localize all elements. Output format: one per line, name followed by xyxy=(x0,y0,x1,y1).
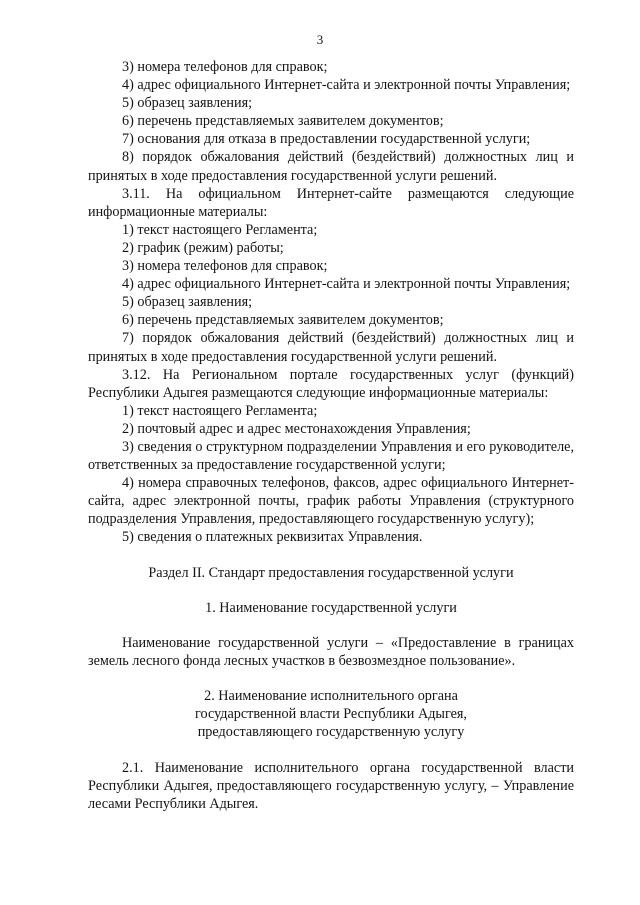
list-item: 4) адрес официального Интернет-сайта и электронной почты Управления; xyxy=(122,276,571,293)
paragraph-3-11: 3.11. На официальном Интернет-сайте размещаются следующие информационные материалы: xyxy=(88,185,574,220)
list-item: 5) образец заявления; xyxy=(122,95,253,112)
list-item: 3) сведения о структурном подразделении Управления и его руководителе, ответственных за предоставление государственной услуги; xyxy=(88,438,574,474)
list-item: 5) сведения о платежных реквизитах Управления. xyxy=(122,529,423,546)
document-body xyxy=(88,58,574,813)
list-item: 7) основания для отказа в предоставлении государственной услуги; xyxy=(122,131,531,148)
list-item: 7) порядок обжалования действий (бездействий) должностных лиц и принятых в ходе предоставления государственной услуги решений. xyxy=(88,330,574,365)
list-item: 2) график (режим) работы; xyxy=(122,239,284,256)
section-title: Раздел II. Стандарт предоставления государственной услуги xyxy=(148,564,514,581)
list-item: 2) почтовый адрес и адрес местонахождения Управления; xyxy=(122,420,471,437)
paragraph-service-name: Наименование государственной услуги – «Предоставление в границах земель лесного фонда лесных участков в безвозмездное пользование». xyxy=(88,634,574,669)
list-item: 4) номера справочных телефонов, факсов, адрес официального Интернет-сайта, адрес электронной почты, график работы Управления (структурного подразделения Управления, предоставляющего государственную услугу); xyxy=(88,475,574,528)
heading-executive-body-line-2: государственной власти Республики Адыгея, xyxy=(195,706,467,722)
list-item: 1) текст настоящего Регламента; xyxy=(122,221,318,238)
list-item: 5) образец заявления; xyxy=(122,294,253,311)
list-item: 6) перечень представляемых заявителем документов; xyxy=(122,113,444,130)
paragraph-2-1: 2.1. Наименование исполнительного органа государственной власти Республики Адыгея, предоставляющего государственную услугу, – Управление лесами Республики Адыгея. xyxy=(88,760,574,813)
list-item: 1) текст настоящего Регламента; xyxy=(122,402,318,419)
heading-service-name: 1. Наименование государственной услуги xyxy=(205,599,457,616)
page-number: 3 xyxy=(316,32,324,47)
list-item: 8) порядок обжалования действий (бездействий) должностных лиц и принятых в ходе предоставления государственной услуги решений. xyxy=(88,149,574,184)
paragraph-3-12: 3.12. На Региональном портале государственных услуг (функций) Республики Адыгея размещаются следующие информационные материалы: xyxy=(88,366,574,401)
heading-executive-body-line-3: предоставляющего государственную услугу xyxy=(197,724,465,741)
heading-executive-body-line-1: 2. Наименование исполнительного органа xyxy=(204,687,458,704)
list-item: 4) адрес официального Интернет-сайта и электронной почты Управления; xyxy=(122,77,571,94)
list-item: 3) номера телефонов для справок; xyxy=(122,59,328,75)
list-item: 3) номера телефонов для справок; xyxy=(122,258,328,275)
list-item: 6) перечень представляемых заявителем документов; xyxy=(122,312,444,329)
